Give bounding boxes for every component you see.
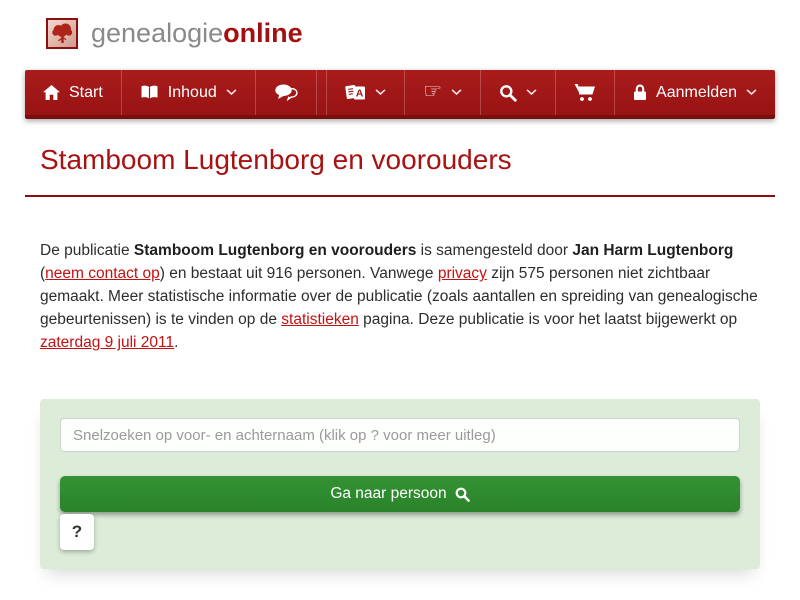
search-icon	[455, 487, 470, 502]
site-logo-text[interactable]	[91, 20, 303, 47]
search-help-button[interactable]: ?	[60, 514, 94, 550]
publication-name: Stamboom Lugtenborg en voorouders	[133, 242, 417, 260]
go-to-person-label: Ga naar persoon	[330, 485, 447, 503]
tree-icon	[51, 22, 74, 45]
lock-icon	[633, 84, 647, 101]
chevron-down-icon	[526, 89, 537, 96]
brand-header	[25, 0, 775, 70]
title-divider	[25, 195, 775, 197]
brand-gray: genealogie	[91, 18, 224, 48]
last-updated-link[interactable]: zaterdag 9 juli 2011	[40, 334, 175, 352]
nav-inhoud-label: Inhoud	[167, 83, 217, 101]
nav-cart[interactable]	[556, 70, 615, 115]
nav-search[interactable]	[481, 70, 556, 115]
quick-search-input[interactable]	[60, 418, 740, 452]
chevron-down-icon	[746, 89, 757, 96]
nav-spacer	[317, 70, 326, 115]
go-to-person-button[interactable]	[60, 476, 740, 512]
main-navbar	[25, 70, 775, 119]
chevron-down-icon	[375, 89, 386, 96]
intro-text: zijn 575 personen niet zichtbaar gemaakt. Meer statistische informatie over de publicatie (zoals aantallen en spreiding van genealogische gebeurtenissen) is te vinden op de	[40, 265, 758, 329]
nav-start[interactable]	[25, 70, 122, 115]
nav-start-label: Start	[69, 83, 103, 101]
page-title: Stamboom Lugtenborg en voorouders	[40, 144, 512, 175]
page-container	[25, 0, 775, 569]
chat-bubbles-icon	[274, 84, 298, 101]
cart-icon	[574, 83, 596, 102]
search-icon	[499, 84, 517, 102]
intro-text: De publicatie	[40, 242, 134, 260]
nav-aanmelden[interactable]	[615, 70, 775, 115]
nav-aanmelden-label: Aanmelden	[656, 83, 737, 101]
intro-text: ) en bestaat uit 916 personen. Vanwege	[159, 265, 438, 283]
nav-translate[interactable]	[326, 70, 405, 115]
quick-search-panel	[40, 399, 760, 569]
contact-link[interactable]: neem contact op	[45, 265, 160, 283]
nav-messages[interactable]	[256, 70, 317, 115]
chevron-down-icon	[226, 89, 237, 96]
brand-red: online	[223, 18, 303, 48]
chevron-down-icon	[451, 89, 462, 96]
publication-intro	[25, 239, 760, 354]
nav-recommend[interactable]	[405, 70, 481, 115]
privacy-link[interactable]: privacy	[437, 265, 487, 283]
statistics-link[interactable]: statistieken	[281, 311, 359, 329]
intro-text: (	[40, 265, 46, 283]
nav-inhoud[interactable]	[122, 70, 256, 115]
author-name: Jan Harm Lugtenborg	[572, 242, 734, 260]
home-icon	[43, 85, 60, 100]
translate-icon	[345, 83, 366, 102]
intro-text: pagina. Deze publicatie is voor het laatst bijgewerkt op	[358, 311, 738, 329]
tree-logo-icon[interactable]	[46, 18, 78, 49]
intro-text: .	[174, 334, 179, 352]
book-icon	[140, 85, 159, 100]
svg-text:A: A	[355, 87, 364, 100]
pointing-hand-icon: ☞	[423, 79, 443, 103]
intro-text: is samengesteld door	[416, 242, 573, 260]
